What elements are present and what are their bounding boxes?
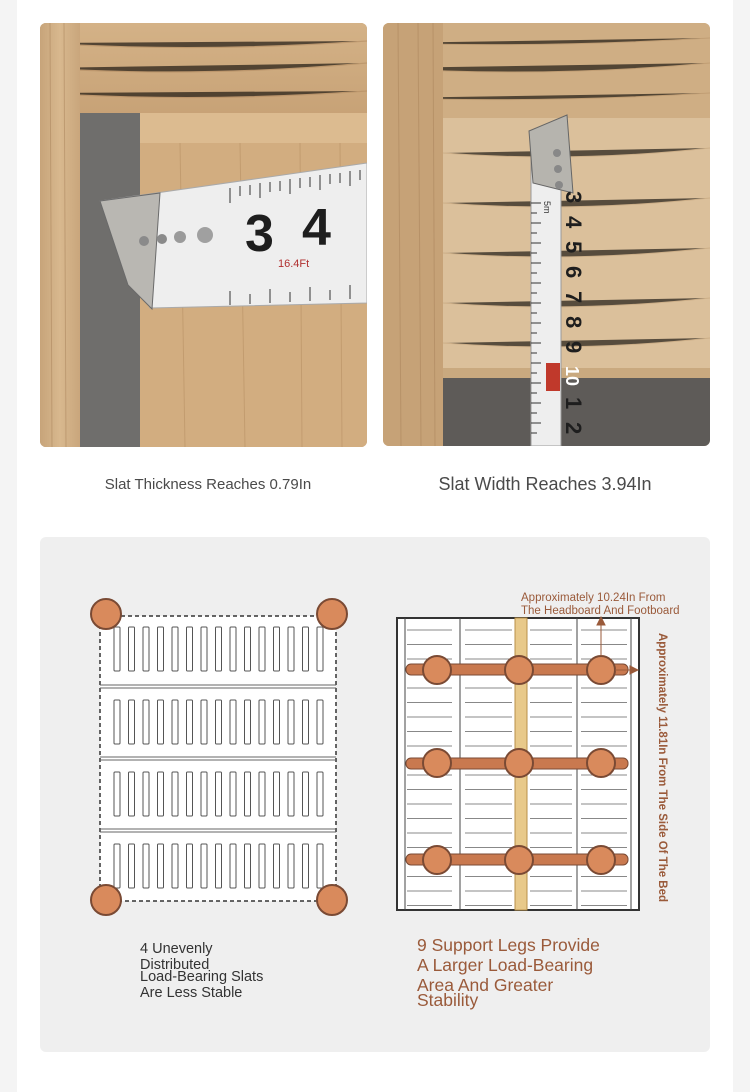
support-comparison-diagram	[40, 537, 710, 1052]
tape-v-1: 1	[561, 397, 586, 410]
slat-width-caption: Slat Width Reaches 3.94In	[438, 474, 652, 494]
slat-slot	[114, 627, 120, 671]
right-text-line3: Area And Greater	[417, 975, 554, 995]
slat-slot	[274, 844, 280, 888]
left-text-line1: 4 Unevenly	[140, 941, 213, 957]
slat-slot	[216, 700, 222, 744]
leg-5	[505, 749, 533, 777]
leg-8	[505, 846, 533, 874]
slat-slot	[230, 772, 236, 816]
leg-3	[587, 656, 615, 684]
right-text-line4: Stability	[417, 990, 479, 1010]
slat-slot	[172, 627, 178, 671]
slat-slot	[158, 844, 164, 888]
tape-v-3: 3	[561, 191, 586, 204]
slat-slot	[143, 700, 149, 744]
slat-slot	[216, 772, 222, 816]
right-text-line1: 9 Support Legs Provide	[417, 935, 600, 955]
tape-v-7: 7	[561, 291, 586, 304]
slat-slot	[158, 772, 164, 816]
slat-slot	[274, 700, 280, 744]
side-distance-note: Approximately 11.81In From The Side Of The Bed	[656, 633, 668, 903]
tape-sub-label: 16.4Ft	[278, 258, 310, 270]
slat-slot	[114, 772, 120, 816]
slat-slot	[317, 700, 323, 744]
slat-slot	[158, 627, 164, 671]
slat-slot	[216, 627, 222, 671]
slat-slot	[303, 627, 309, 671]
slat-slot	[303, 700, 309, 744]
headboard-distance-note	[521, 592, 701, 618]
slat-slot	[172, 772, 178, 816]
tape-v-8: 8	[561, 316, 586, 329]
slat-slot	[143, 772, 149, 816]
slat-thickness-caption: Slat Thickness Reaches 0.79In	[104, 476, 312, 493]
slat-slot	[259, 844, 265, 888]
slat-slot	[129, 700, 135, 744]
slat-slot	[201, 844, 207, 888]
slat-slot	[216, 844, 222, 888]
slat-slot	[187, 844, 193, 888]
note-top-line2: The Headboard And Footboard	[521, 605, 680, 617]
slat-slot	[114, 844, 120, 888]
slat-slot	[303, 772, 309, 816]
left-text-line2: Distributed	[140, 957, 210, 973]
slat-slot	[143, 627, 149, 671]
leg-1	[423, 656, 451, 684]
tape-v-10: 10	[562, 366, 582, 387]
nine-legs-description	[417, 935, 627, 1010]
tape-v-5: 5	[561, 241, 586, 254]
leg-4	[423, 749, 451, 777]
four-legs-description	[140, 941, 320, 1001]
slat-slot	[230, 844, 236, 888]
leg-6	[587, 749, 615, 777]
slat-slot	[288, 844, 294, 888]
tape-v-9: 9	[561, 341, 586, 354]
slat-slot	[201, 700, 207, 744]
slat-slot	[230, 627, 236, 671]
tape-v-2: 2	[561, 422, 586, 435]
right-text-line2: A Larger Load-Bearing	[417, 955, 594, 975]
left-leg-top-right	[317, 599, 347, 629]
tape-number-4: 4	[302, 199, 331, 257]
leg-2	[505, 656, 533, 684]
slat-slot	[172, 700, 178, 744]
slat-slot	[187, 772, 193, 816]
slat-slot	[317, 844, 323, 888]
slat-slot	[143, 844, 149, 888]
slat-slot	[245, 844, 251, 888]
slat-slot	[172, 844, 178, 888]
leg-9	[587, 846, 615, 874]
left-text-line4: Are Less Stable	[140, 985, 243, 1001]
slat-thickness-photo	[40, 23, 367, 447]
leg-7	[423, 846, 451, 874]
tape-v-4: 4	[561, 216, 586, 229]
slat-slot	[129, 844, 135, 888]
left-leg-bottom-right	[317, 885, 347, 915]
slat-slot	[201, 627, 207, 671]
tape-v-6: 6	[561, 266, 586, 279]
tape-number-3: 3	[245, 205, 274, 263]
slat-slot	[129, 627, 135, 671]
slat-slot	[245, 772, 251, 816]
left-leg-top-left	[91, 599, 121, 629]
slat-slot	[245, 627, 251, 671]
slat-slot	[317, 772, 323, 816]
slat-slot	[187, 627, 193, 671]
slat-slot	[303, 844, 309, 888]
tape-v-sub-label: 5m	[542, 201, 552, 214]
slat-width-photo	[383, 23, 710, 446]
slat-slot	[288, 700, 294, 744]
slat-slot	[259, 700, 265, 744]
left-text-line3: Load-Bearing Slats	[140, 969, 264, 985]
slat-slot	[114, 700, 120, 744]
slat-slot	[158, 700, 164, 744]
slat-slot	[129, 772, 135, 816]
slat-slot	[259, 627, 265, 671]
left-leg-bottom-left	[91, 885, 121, 915]
slat-slot	[230, 700, 236, 744]
slat-slot	[274, 627, 280, 671]
slat-slot	[259, 772, 265, 816]
slat-slot	[274, 772, 280, 816]
slat-slot	[288, 627, 294, 671]
product-detail-page	[17, 0, 733, 1092]
slat-slot	[288, 772, 294, 816]
slat-slot	[187, 700, 193, 744]
note-top-line1: Approximately 10.24In From	[521, 592, 666, 604]
slat-slot	[201, 772, 207, 816]
slat-slot	[245, 700, 251, 744]
slat-slot	[317, 627, 323, 671]
